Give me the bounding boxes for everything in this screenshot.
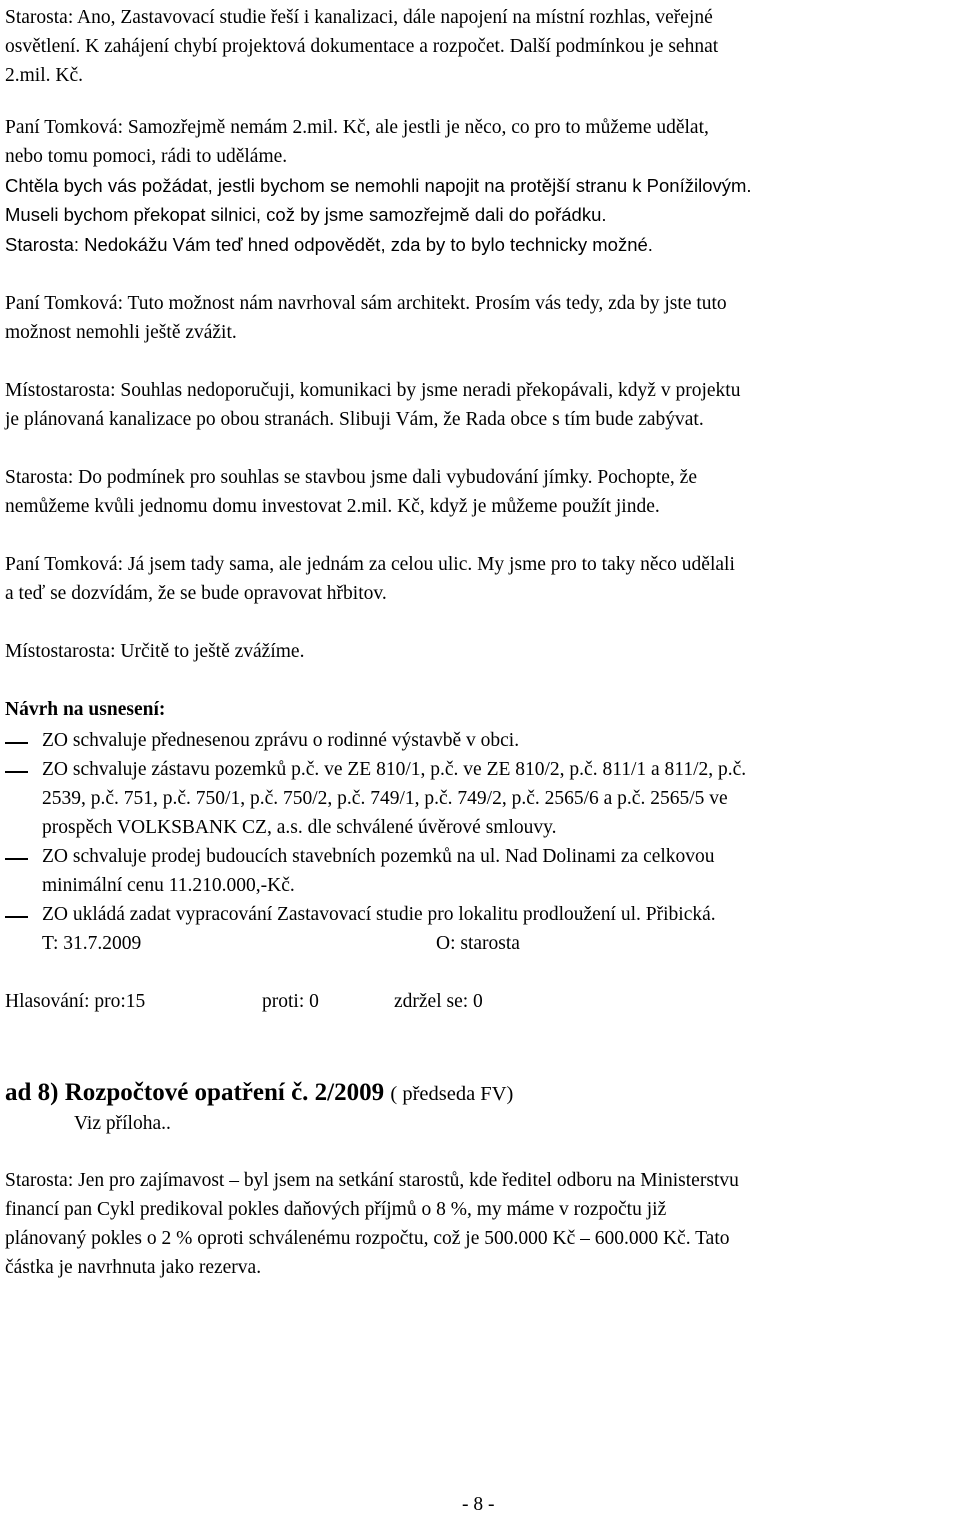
paragraph-line: Chtěla bych vás požádat, jestli bychom se nemohli napojit na protější stranu k Ponížilovým. [5, 175, 752, 196]
resolution-heading: Návrh na usnesení: [5, 699, 166, 720]
resolution-item: 2539, p.č. 751, p.č. 750/1, p.č. 750/2, p.č. 749/1, p.č. 749/2, p.č. 2565/6 a p.č. 2565/5 ve [42, 788, 728, 809]
paragraph-line: Starosta: Ano, Zastavovací studie řeší i kanalizaci, dále napojení na místní rozhlas, veřejné [5, 7, 713, 28]
dash-bullet [5, 771, 28, 773]
resolution-item: ZO ukládá zadat vypracování Zastavovací studie pro lokalitu prodloužení ul. Přibická. [42, 904, 716, 925]
paragraph-line: plánovaný pokles o 2 % oproti schválenému rozpočtu, což je 500.000 Kč – 600.000 Kč. Tato [5, 1228, 730, 1249]
dash-bullet [5, 742, 28, 744]
paragraph-line: částka je navrhnuta jako rezerva. [5, 1257, 262, 1278]
paragraph-line: nemůžeme kvůli jednomu domu investovat 2.mil. Kč, když je můžeme použít jinde. [5, 496, 660, 517]
section-heading [5, 1080, 513, 1105]
paragraph-line: Paní Tomková: Samozřejmě nemám 2.mil. Kč, ale jestli je něco, co pro to můžeme udělat, [5, 117, 709, 138]
resolution-item: ZO schvaluje přednesenou zprávu o rodinné výstavbě v obci. [42, 730, 520, 751]
resolution-item: prospěch VOLKSBANK CZ, a.s. dle schválené úvěrové smlouvy. [42, 817, 557, 838]
vote-zdrzel: zdržel se: 0 [394, 991, 483, 1012]
section-title: ad 8) Rozpočtové opatření č. 2/2009 [5, 1079, 385, 1106]
paragraph-line: je plánovaná kanalizace po obou stranách. Slibuji Vám, že Rada obce s tím bude zabývat. [5, 409, 704, 430]
vote-pro: Hlasování: pro:15 [5, 991, 146, 1012]
resolution-item: ZO schvaluje zástavu pozemků p.č. ve ZE 810/1, p.č. ve ZE 810/2, p.č. 811/1 a 811/2, p.č. [42, 759, 747, 780]
dash-bullet [5, 916, 28, 918]
paragraph-line: osvětlení. K zahájení chybí projektová dokumentace a rozpočet. Další podmínkou je sehnat [5, 36, 719, 57]
section-subtitle: ( předseda FV) [390, 1083, 514, 1105]
dash-bullet [5, 858, 28, 860]
paragraph-line: Paní Tomková: Tuto možnost nám navrhoval sám architekt. Prosím vás tedy, zda by jste tuto [5, 293, 727, 314]
paragraph-line: Místostarosta: Určitě to ještě zvážíme. [5, 641, 305, 662]
page-number: - 8 - [462, 1494, 495, 1515]
paragraph-line: a teď se dozvídám, že se bude opravovat hřbitov. [5, 583, 387, 604]
paragraph-line: financí pan Cykl predikoval pokles daňových příjmů o 8 %, my máme v rozpočtu již [5, 1199, 667, 1220]
paragraph-line: Museli bychom překopat silnici, což by jsme samozřejmě dali do pořádku. [5, 204, 607, 225]
paragraph-line: 2.mil. Kč. [5, 65, 83, 86]
resolution-item: minimální cenu 11.210.000,-Kč. [42, 875, 295, 896]
resolution-term: T: 31.7.2009 [42, 933, 142, 954]
attachment-note: Viz příloha.. [74, 1113, 171, 1134]
paragraph-line: nebo tomu pomoci, rádi to uděláme. [5, 146, 288, 167]
paragraph-line: Místostarosta: Souhlas nedoporučuji, komunikaci by jsme neradi překopávali, když v projektu [5, 380, 741, 401]
paragraph-line: možnost nemohli ještě zvážit. [5, 322, 237, 343]
resolution-owner: O: starosta [436, 933, 520, 954]
resolution-item: ZO schvaluje prodej budoucích stavebních pozemků na ul. Nad Dolinami za celkovou [42, 846, 715, 867]
paragraph-line: Starosta: Do podmínek pro souhlas se stavbou jsme dali vybudování jímky. Pochopte, že [5, 467, 697, 488]
vote-proti: proti: 0 [262, 991, 319, 1012]
paragraph-line: Starosta: Nedokážu Vám teď hned odpovědět, zda by to bylo technicky možné. [5, 234, 653, 255]
paragraph-line: Paní Tomková: Já jsem tady sama, ale jednám za celou ulic. My jsme pro to taky něco udělali [5, 554, 735, 575]
paragraph-line: Starosta: Jen pro zajímavost – byl jsem na setkání starostů, kde ředitel odboru na Ministerstvu [5, 1170, 739, 1191]
